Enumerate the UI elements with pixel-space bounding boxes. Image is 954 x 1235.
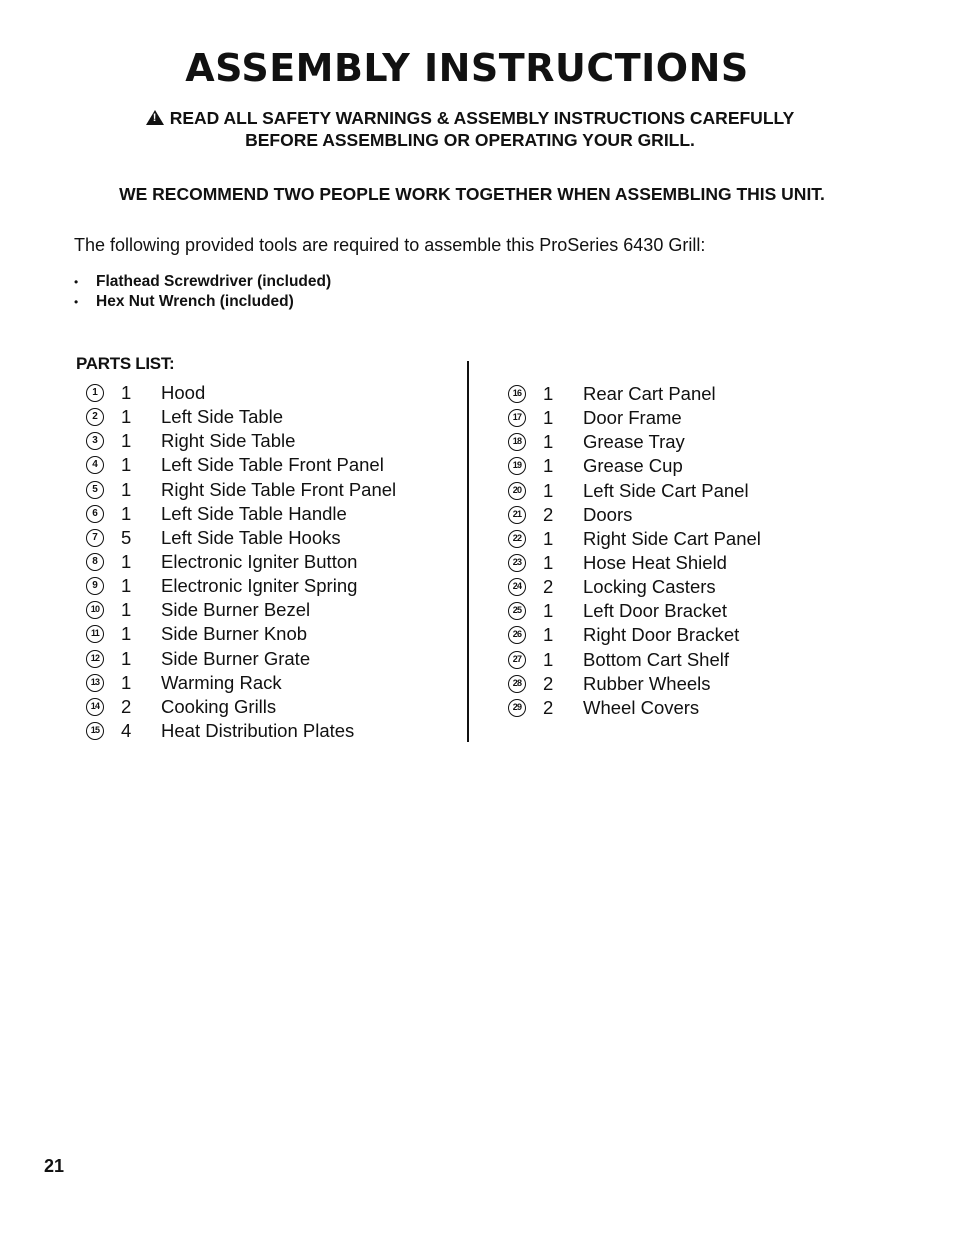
part-name: Hose Heat Shield xyxy=(583,551,727,573)
parts-list-item xyxy=(508,479,868,503)
part-number-circle: 21 xyxy=(508,506,526,524)
part-quantity: 1 xyxy=(121,671,132,693)
bullet: • xyxy=(74,295,79,309)
part-quantity: 1 xyxy=(543,648,554,670)
parts-list-item xyxy=(508,454,868,478)
tool-item xyxy=(74,292,331,312)
parts-list-item xyxy=(508,382,868,406)
part-number-circle: 10 xyxy=(86,601,104,619)
part-number-circle: 13 xyxy=(86,674,104,692)
part-number-circle: 27 xyxy=(508,651,526,669)
part-number-circle: 7 xyxy=(86,529,104,547)
part-quantity: 1 xyxy=(543,527,554,549)
part-name: Heat Distribution Plates xyxy=(161,719,355,741)
parts-list-item xyxy=(86,647,446,671)
part-name: Rubber Wheels xyxy=(583,672,711,694)
parts-list-item xyxy=(86,598,446,622)
part-number-circle: 19 xyxy=(508,457,526,475)
part-quantity: 2 xyxy=(543,503,554,525)
part-quantity: 1 xyxy=(543,479,554,501)
part-name: Grease Cup xyxy=(583,455,683,477)
part-name: Right Door Bracket xyxy=(583,624,740,646)
part-quantity: 1 xyxy=(121,575,132,597)
part-number-circle: 6 xyxy=(86,505,104,523)
part-name: Side Burner Bezel xyxy=(161,599,311,621)
parts-list-item xyxy=(86,502,446,526)
safety-warning-text-1: READ ALL SAFETY WARNINGS & ASSEMBLY INSTRUCTIONS CAREFULLY xyxy=(169,108,795,128)
part-name: Grease Tray xyxy=(583,431,685,453)
part-name: Left Side Table Handle xyxy=(161,502,347,524)
part-number-circle: 26 xyxy=(508,626,526,644)
parts-list-item xyxy=(86,574,446,598)
part-name: Left Side Table Hooks xyxy=(161,526,341,548)
parts-list-item xyxy=(86,695,446,719)
tools-list xyxy=(74,272,331,312)
part-name: Left Side Cart Panel xyxy=(583,479,749,501)
parts-list-item xyxy=(508,696,868,720)
parts-list-item xyxy=(508,503,868,527)
part-number-circle: 28 xyxy=(508,675,526,693)
parts-list-item xyxy=(86,405,446,429)
part-name: Right Side Table Front Panel xyxy=(161,478,397,500)
part-quantity: 1 xyxy=(543,383,554,404)
safety-warning-line-1 xyxy=(0,107,940,129)
part-number-circle: 14 xyxy=(86,698,104,716)
page-title: ASSEMBLY INSTRUCTIONS xyxy=(185,46,749,90)
part-number-circle: 15 xyxy=(86,722,104,740)
part-quantity: 2 xyxy=(543,576,554,598)
part-number-circle: 29 xyxy=(508,699,526,717)
part-quantity: 1 xyxy=(121,430,132,452)
part-name: Right Side Cart Panel xyxy=(583,527,761,549)
part-number-circle: 17 xyxy=(508,409,526,427)
parts-list-item xyxy=(508,672,868,696)
parts-list-item xyxy=(86,478,446,502)
part-quantity: 1 xyxy=(543,624,554,646)
part-number-circle: 4 xyxy=(86,456,104,474)
part-name: Rear Cart Panel xyxy=(583,383,716,404)
part-name: Cooking Grills xyxy=(161,695,277,717)
parts-list-item xyxy=(508,430,868,454)
part-name: Electronic Igniter Spring xyxy=(161,575,358,597)
part-number-circle: 5 xyxy=(86,481,104,499)
part-quantity: 1 xyxy=(543,455,554,477)
parts-list-item xyxy=(86,453,446,477)
recommendation-note: WE RECOMMEND TWO PEOPLE WORK TOGETHER WHEN ASSEMBLING THIS UNIT. xyxy=(119,184,825,204)
part-number-circle: 22 xyxy=(508,530,526,548)
parts-list-heading: PARTS LIST: xyxy=(76,354,175,373)
safety-warning-line-2: BEFORE ASSEMBLING OR OPERATING YOUR GRILL. xyxy=(245,130,695,150)
part-quantity: 1 xyxy=(121,550,132,572)
parts-list-item xyxy=(86,429,446,453)
parts-list-item xyxy=(86,381,446,405)
part-quantity: 1 xyxy=(121,478,132,500)
bullet: • xyxy=(74,275,79,289)
part-name: Left Door Bracket xyxy=(583,600,727,622)
part-number-circle: 11 xyxy=(86,625,104,643)
part-quantity: 4 xyxy=(121,719,132,741)
part-name: Door Frame xyxy=(583,407,682,429)
tool-label: Hex Nut Wrench (included) xyxy=(96,293,294,310)
part-quantity: 1 xyxy=(121,406,132,428)
part-number-circle: 16 xyxy=(508,385,526,403)
part-quantity: 1 xyxy=(121,647,132,669)
part-name: Bottom Cart Shelf xyxy=(583,648,730,670)
page-number: 21 xyxy=(44,1156,65,1176)
part-name: Right Side Table xyxy=(161,430,296,452)
parts-list-item xyxy=(508,623,868,647)
column-divider xyxy=(467,361,469,742)
parts-list-item xyxy=(86,526,446,550)
part-quantity: 1 xyxy=(543,600,554,622)
part-name: Hood xyxy=(161,382,206,403)
parts-list-item xyxy=(508,406,868,430)
part-quantity: 1 xyxy=(121,599,132,621)
part-number-circle: 8 xyxy=(86,553,104,571)
safety-warning xyxy=(0,107,940,151)
warning-triangle-icon xyxy=(146,110,164,125)
part-quantity: 1 xyxy=(543,407,554,429)
part-quantity: 1 xyxy=(121,623,132,645)
parts-list-item xyxy=(508,575,868,599)
part-number-circle: 3 xyxy=(86,432,104,450)
part-name: Warming Rack xyxy=(161,671,282,693)
parts-list-item xyxy=(508,648,868,672)
parts-list-item xyxy=(508,599,868,623)
tool-label: Flathead Screwdriver (included) xyxy=(96,273,332,290)
part-name: Wheel Covers xyxy=(583,696,700,718)
part-number-circle: 24 xyxy=(508,578,526,596)
part-quantity: 1 xyxy=(543,551,554,573)
part-name: Left Side Table Front Panel xyxy=(161,454,384,476)
part-quantity: 1 xyxy=(121,454,132,476)
part-quantity: 1 xyxy=(543,431,554,453)
part-quantity: 2 xyxy=(121,695,132,717)
part-name: Doors xyxy=(583,503,633,525)
parts-list-item xyxy=(508,551,868,575)
part-quantity: 1 xyxy=(121,382,132,403)
parts-list-left-column xyxy=(86,381,446,743)
part-number-circle: 20 xyxy=(508,482,526,500)
part-quantity: 5 xyxy=(121,526,132,548)
part-name: Left Side Table xyxy=(161,406,284,428)
part-number-circle: 9 xyxy=(86,577,104,595)
part-name: Side Burner Knob xyxy=(161,623,308,645)
parts-list-item xyxy=(508,527,868,551)
tools-intro: The following provided tools are required to assemble this ProSeries 6430 Grill: xyxy=(74,235,706,255)
part-name: Locking Casters xyxy=(583,576,716,598)
part-number-circle: 2 xyxy=(86,408,104,426)
parts-list-item xyxy=(86,671,446,695)
parts-list-right-column xyxy=(508,382,868,720)
part-quantity: 2 xyxy=(543,672,554,694)
part-number-circle: 23 xyxy=(508,554,526,572)
part-number-circle: 1 xyxy=(86,384,104,402)
part-quantity: 1 xyxy=(121,502,132,524)
part-name: Electronic Igniter Button xyxy=(161,550,358,572)
parts-list-item xyxy=(86,622,446,646)
part-number-circle: 12 xyxy=(86,650,104,668)
part-number-circle: 18 xyxy=(508,433,526,451)
tool-item xyxy=(74,272,331,292)
part-number-circle: 25 xyxy=(508,602,526,620)
parts-list-item xyxy=(86,550,446,574)
parts-list-item xyxy=(86,719,446,743)
part-name: Side Burner Grate xyxy=(161,647,311,669)
part-quantity: 2 xyxy=(543,696,554,718)
